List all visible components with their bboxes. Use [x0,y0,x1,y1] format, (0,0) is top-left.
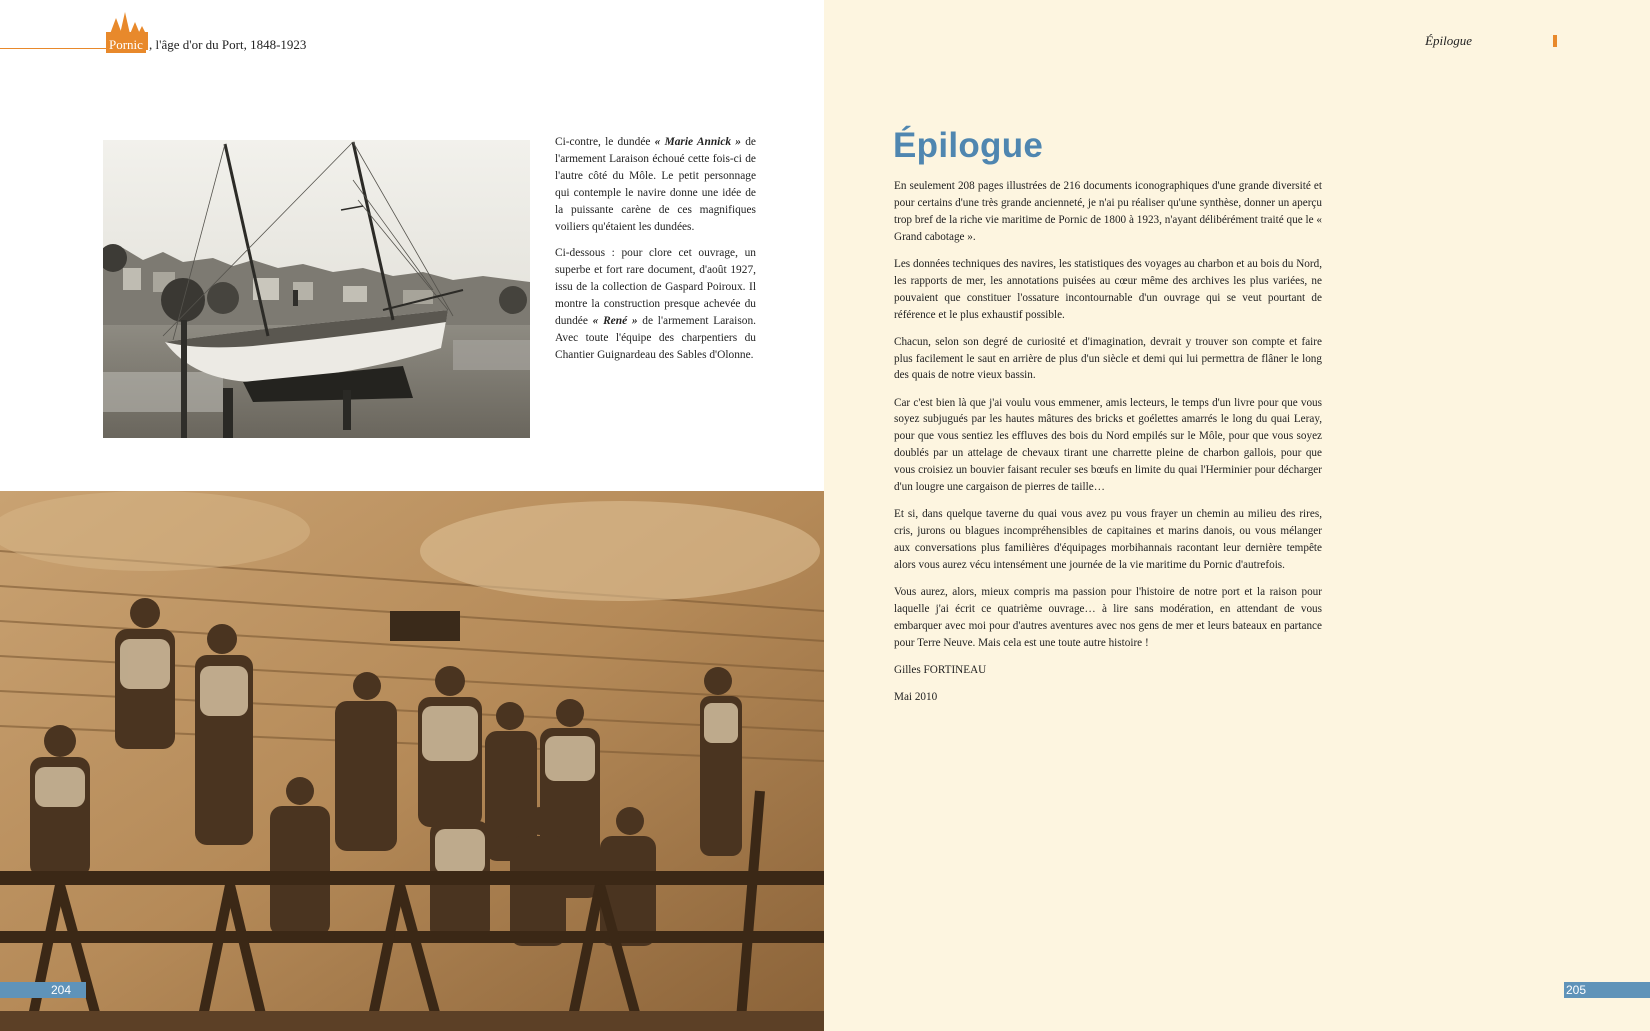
epilogue-paragraph: Les données techniques des navires, les statistiques des voyages au charbon et au bois du Nord, les rapports de mer, les annotations puisées au cœur même des archives les plus variées, ne pouvaient que constituer l'ossature incontournable d'un ouvrage qui se veut pourtant de référence et le plus exhaustif possible. [894,257,1322,321]
header-logo-word: Pornic [106,36,146,53]
page-number-left-text: 204 [51,983,72,997]
shipyard-crew-photo [0,491,824,1031]
caption-paragraph-2 [555,245,756,363]
caption-paragraph-1 [555,134,756,235]
page-number-left [0,982,86,998]
caption-text: de l'armement Laraison. Avec toute l'équipe des charpentiers du Chantier Guignardeau des Sables d'Olonne. [555,315,756,361]
date-line: Mai 2010 [894,690,938,703]
epilogue-paragraph: Chacun, selon son degré de curiosité et d'imagination, devrait y trouver son compte et faire plus facilement le saut en arrière de plus d'un siècle et demi qui lui permettra de flâner le long des quais de notre vieux bassin. [894,335,1322,382]
left-page [0,0,824,1031]
header-book-title: , l'âge d'or du Port, 1848-1923 [149,37,307,52]
epilogue-paragraph: Et si, dans quelque taverne du quai vous avez pu vous frayer un chemin au milieu des rires, cris, jurons ou blagues incompréhensibles de capitaines et marins danois, ou vous mélanger aux conversations plus familières d'équipages morbihannais racontant leur dernière tempête alors vous aurez vécu intensément une journée de la vie maritime du Pornic d'autrefois. [894,508,1322,571]
caption-text: Ci-dessous : pour clore cet ouvrage, un superbe et fort rare document, d'août 1927, issu de la collection de Gaspard Poiroux. Il montre la construction presque achevée du dundée [555,247,756,328]
page-number-right [1564,982,1650,998]
page-number-right-text: 205 [1566,983,1587,997]
ship-name-marie-annick: « Marie Annick » [654,136,741,148]
ship-name-rene: « René » [592,315,638,328]
caption-text: Ci-contre, le dundée [555,136,655,148]
epilogue-title: Épilogue [893,126,1044,165]
boat-photo [103,140,530,438]
epilogue-paragraph: En seulement 208 pages illustrées de 216 documents iconographiques d'une grande diversité et pour certains d'une très grande ancienneté, je n'ai pu réaliser qu'une synthèse, donner un aperçu trop bref de la riche vie maritime de Pornic de 1800 à 1923, n'ayant délibérément traité que le « Grand cabotage ». [894,180,1322,243]
running-head: Épilogue [1425,33,1472,48]
running-head-marker [1553,35,1557,47]
author-signature: Gilles FORTINEAU [894,663,987,676]
photo-caption [555,134,756,374]
epilogue-paragraph: Car c'est bien là que j'ai voulu vous emmener, amis lecteurs, le temps d'un livre pour que vous soyez subjugués par les hautes mâtures des bricks et goélettes amarrés le long du quai Leray, pour que vous sentiez les effluves des bois du Nord empilés sur le Môle, pour que vous soyez doublés par un attelage de chevaux tirant une charrette pleine de charbon gallois, pour que vous croisiez un bouvier faisant reculer ses bœufs en limite du quai l'Herminier pour décharger d'un lougre une cargaison de pierres de taille… [894,396,1322,494]
epilogue-paragraph: Vous aurez, alors, mieux compris ma passion pour l'histoire de notre port et la raison pour laquelle j'ai écrit ce quatrième ouvrage… à lire sans modération, en attendant de vous embarquer avec moi pour d'autres aventures avec nos gens de mer et leurs bateaux en partance pour Terre Neuve. Mais cela est une toute autre histoire ! [894,585,1322,649]
caption-text: de l'armement Laraison échoué cette fois-ci de l'autre côté du Môle. Le petit personnage qui contemple le navire donne une idée de la puissante carène de ces magnifiques voiliers qu'étaient les dundées. [555,136,756,233]
header-rule [0,48,110,49]
epilogue-body [894,178,1322,716]
